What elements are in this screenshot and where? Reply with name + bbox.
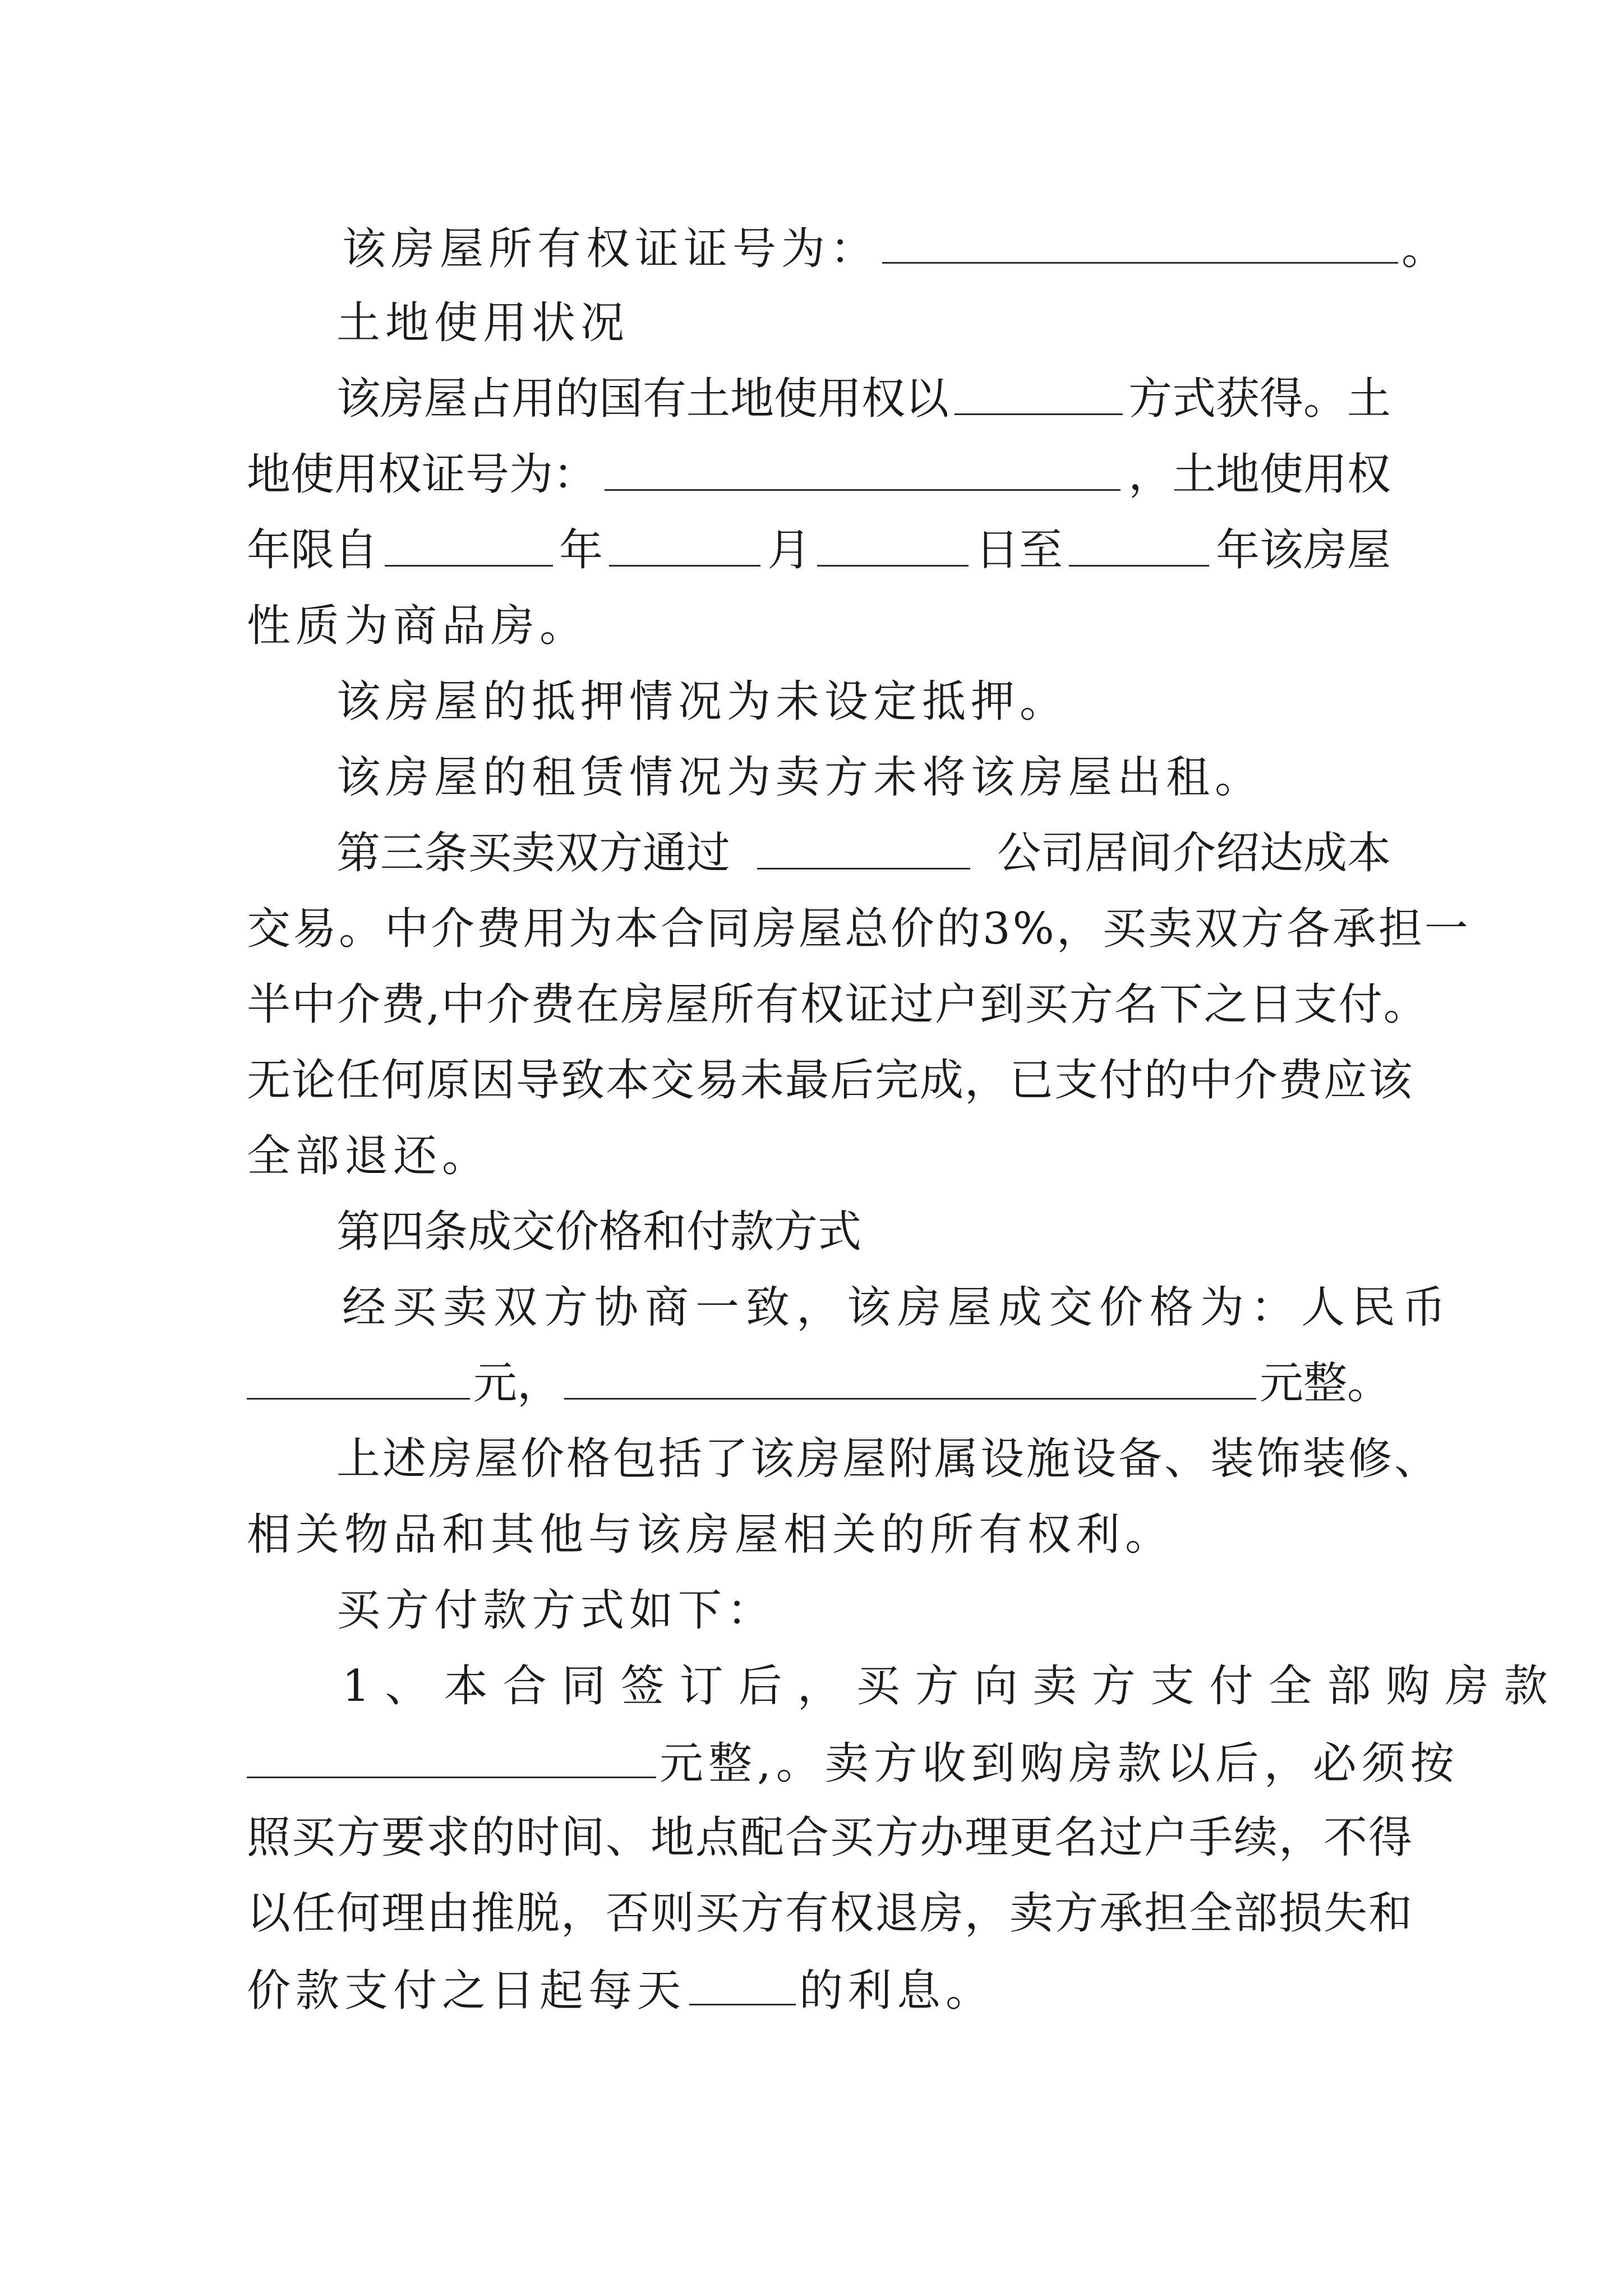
text: 该房屋所有权证证号为： [342,224,879,274]
heading-text: 第四条成交价格和付款方式 [336,1207,862,1257]
agency-company-blank [757,816,970,869]
paragraph-line [336,1573,1481,1648]
paragraph-line [247,1952,1391,2026]
text: 价款支付之日起每天 [247,1966,686,2016]
section-heading [336,286,1481,360]
paragraph-line [336,816,1391,890]
text: 全部退还。 [247,1131,491,1181]
paragraph-line [336,665,1481,739]
paragraph-line [247,1043,1414,1117]
text: 无论任何原因导致本交易未最后完成，已支付的中介费应该 [247,1055,1414,1106]
text: 半中介费,中介费在房屋所有权证过户到买方名下之日支付。 [247,979,1428,1030]
section-heading [336,1195,1481,1269]
text: 该房屋的租赁情况为卖方未将该房屋出租。 [336,752,1264,803]
text: 元整,。卖方收到购房款以后，必须按 [660,1738,1459,1789]
paragraph-line [336,740,1481,815]
paragraph-line [247,1876,1414,1950]
paragraph-line [247,513,1391,587]
end-year-blank [1069,513,1209,567]
text: 日至 [975,525,1063,576]
text: 元， [473,1358,561,1409]
text: 公司居间介绍达成本 [997,828,1391,878]
text: 照买方要求的时间、地点配合买方办理更名过户手续，不得 [247,1812,1414,1863]
start-day-blank [817,513,969,567]
text: 性质为商品房。 [247,601,589,651]
paragraph-line [247,438,1391,512]
paragraph-line [336,1422,1481,1496]
text: 。 [1401,224,1451,274]
certificate-number-blank [882,210,1398,264]
paragraph-line [247,1725,1459,1799]
price-number-blank [247,1346,470,1400]
paragraph-line [247,589,1391,663]
text: 元整。 [1259,1358,1391,1409]
paragraph-line [247,1498,1391,1572]
text: 上述房屋价格包括了该房屋附属设施设备、装饰装修、 [336,1434,1441,1484]
text: 以任何理由推脱，否则买方有权退房，卖方承担全部损失和 [247,1888,1414,1939]
paragraph-line [247,1801,1414,1875]
daily-interest-blank [689,1952,796,2005]
land-certificate-number-blank [605,438,1121,491]
text: 该房屋的抵押情况为未设定抵押。 [336,677,1069,727]
text: 该房屋占用的国有土地使用权以 [336,374,949,424]
payment-amount-blank [247,1725,656,1778]
text: 交易。中介费用为本合同房屋总价的3%，买卖双方各承担一 [247,904,1470,954]
text: 年限自 [247,525,379,576]
text: 年该房屋 [1215,525,1391,576]
paragraph-line [336,362,1391,436]
price-words-blank [564,1346,1256,1400]
text: 相关物品和其他与该房屋相关的所有权利。 [247,1510,1174,1560]
text: 经买卖双方协商一致，该房屋成交价格为：人民币 [342,1282,1453,1333]
text: 月 [767,525,811,576]
paragraph-line [342,1649,1563,1723]
paragraph-line [247,1346,1391,1420]
paragraph-line [342,1271,1453,1345]
paragraph-line [247,892,1470,966]
paragraph-line [247,968,1428,1042]
text: 地使用权证号为： [247,449,597,500]
land-acquisition-method-blank [955,362,1123,415]
certificate-number-line [342,210,1486,284]
heading-text: 土地使用状况 [336,298,630,348]
text: 年 [559,525,603,576]
text: 1、本合同签订后，买方向卖方支付全部购房款 [342,1661,1563,1711]
text: 方式获得。土 [1128,374,1391,424]
text: 买方付款方式如下： [336,1585,776,1636]
start-year-blank [385,513,553,567]
start-month-blank [609,513,760,567]
text: 的利息。 [799,1966,995,2016]
paragraph-line [247,1119,1391,1193]
text: 第三条买卖双方通过 [336,828,731,878]
text: ，土地使用权 [1128,449,1391,500]
